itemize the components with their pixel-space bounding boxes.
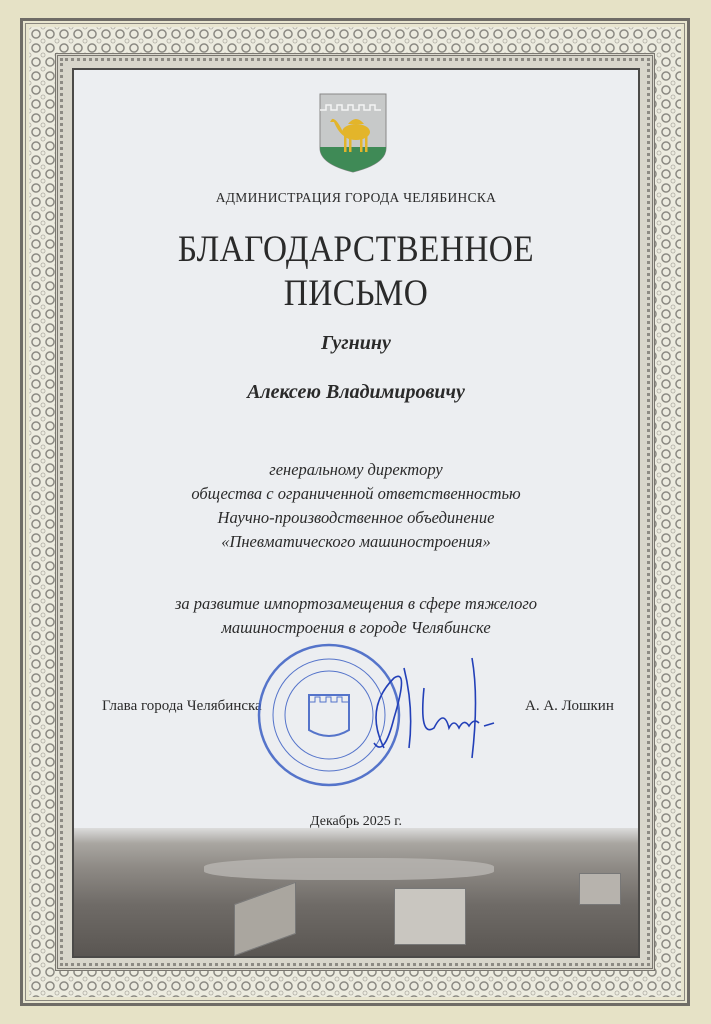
handwritten-signature bbox=[354, 648, 504, 768]
position-line: общества с ограниченной ответственностью bbox=[191, 484, 521, 503]
issue-date: Декабрь 2025 г. bbox=[310, 814, 402, 829]
position-line: генеральному директору bbox=[269, 460, 443, 479]
position-line: «Пневматического машиностроения» bbox=[221, 532, 491, 551]
title-line-2: ПИСЬМО bbox=[283, 273, 429, 314]
award-reason bbox=[74, 592, 638, 640]
recipient-surname: Гугнину bbox=[321, 332, 391, 354]
signatory-name: А. А. Лошкин bbox=[525, 698, 614, 714]
signatory-title: Глава города Челябинска bbox=[102, 698, 262, 714]
title-line-1: БЛАГОДАРСТВЕННОЕ bbox=[177, 229, 535, 270]
recipient-position bbox=[74, 458, 638, 554]
reason-line: машиностроения в городе Челябинске bbox=[221, 618, 491, 637]
certificate-paper bbox=[72, 68, 640, 958]
chelyabinsk-coat-of-arms-icon bbox=[318, 92, 388, 174]
recipient-given-names: Алексею Владимировичу bbox=[247, 381, 465, 403]
reason-line: за развитие импортозамещения в сфере тяжелого bbox=[174, 594, 538, 613]
organization-header: АДМИНИСТРАЦИЯ ГОРОДА ЧЕЛЯБИНСКА bbox=[215, 190, 497, 205]
city-panorama-photo bbox=[74, 828, 638, 956]
position-line: Научно-производственное объединение bbox=[217, 508, 495, 527]
document-title bbox=[102, 228, 610, 316]
